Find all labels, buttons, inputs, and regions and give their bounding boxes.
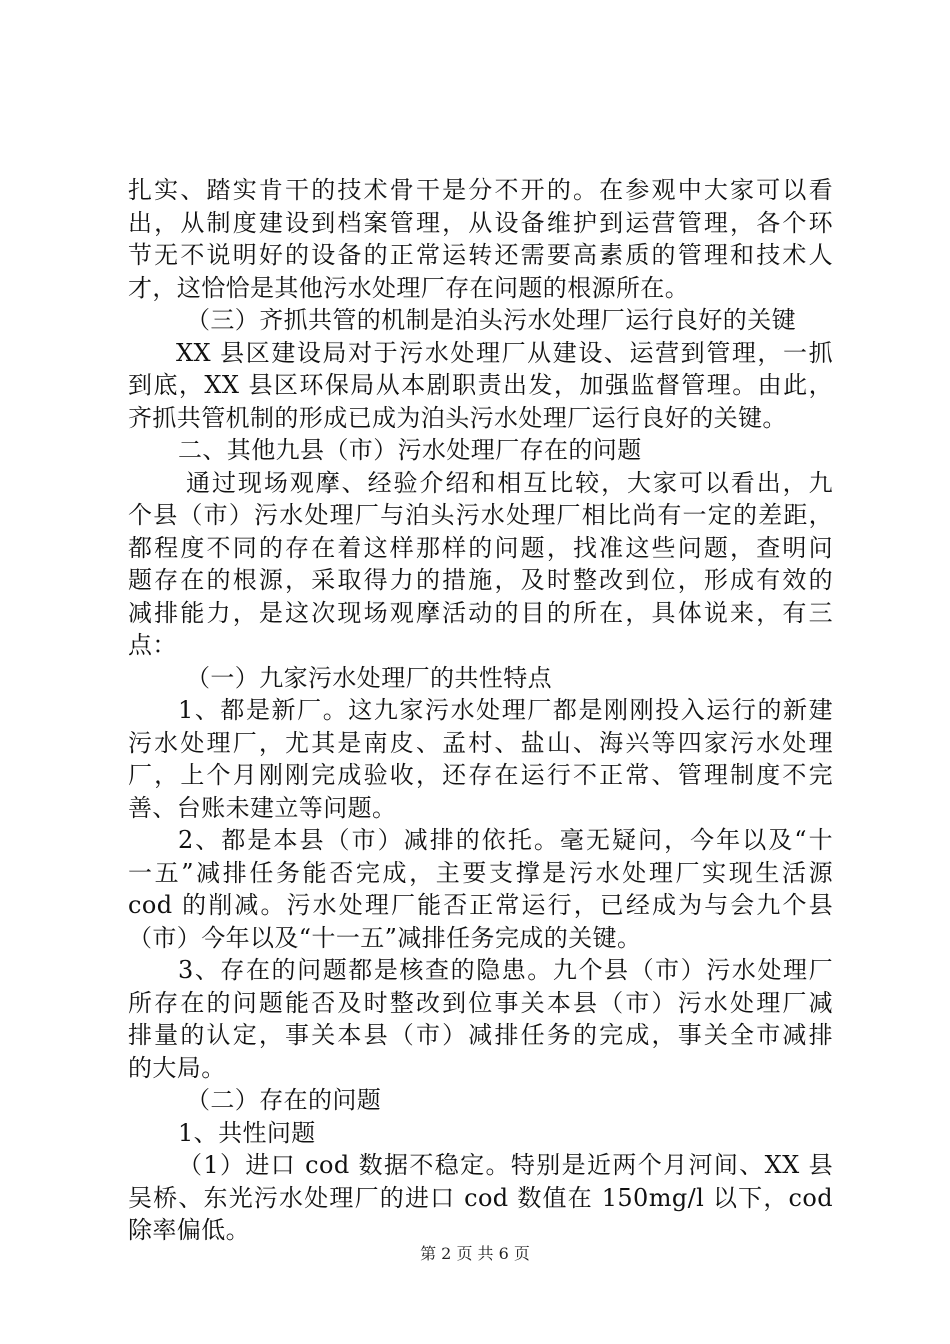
text-line: 善、台账未建立等问题。 [128,793,397,822]
text-line: 都程度不同的存在着这样那样的问题，找准这些问题，查明问 [128,533,833,562]
text-line: 除率偏低。 [128,1216,250,1244]
section-heading: （二）存在的问题 [186,1086,382,1114]
text-line: 的大局。 [128,1053,226,1082]
subsection-heading: 1、共性问题 [178,1118,316,1147]
text-line: XX 县区建设局对于污水处理厂从建设、运营到管理，一抓 [176,338,833,367]
text-line: 通过现场观摩、经验介绍和相互比较，大家可以看出，九 [186,468,833,497]
text-line: 个县（市）污水处理厂与泊头污水处理厂相比尚有一定的差距， [128,501,833,529]
text-line: 所存在的问题能否及时整改到位事关本县（市）污水处理厂减 [128,988,833,1017]
text-line: 一五”减排任务能否完成，主要支撑是污水处理厂实现生活源 [128,858,833,887]
text-line: 齐抓共管机制的形成已成为泊头污水处理厂运行良好的关键。 [128,403,787,432]
text-line: 1、都是新厂。这九家污水处理厂都是刚刚投入运行的新建 [178,696,833,724]
text-line: 节无不说明好的设备的正常运转还需要高素质的管理和技术人 [128,241,833,269]
text-line: （市）今年以及“十一五”减排任务完成的关键。 [128,923,642,952]
text-line: cod 的削减。污水处理厂能否正常运行，已经成为与会九个县 [128,891,833,919]
text-line: 出，从制度建设到档案管理，从设备维护到运营管理，各个环 [128,208,833,237]
text-line: 3、存在的问题都是核查的隐患。九个县（市）污水处理厂 [178,956,833,984]
text-line: 点： [128,631,177,659]
document-body [128,174,833,1247]
text-line: 厂，上个月刚刚完成验收，还存在运行不正常、管理制度不完 [128,761,833,789]
text-line: （1）进口 cod 数据不稳定。特别是近两个月河间、XX 县 [178,1151,833,1179]
page-footer: 第 2 页 共 6 页 [420,1244,530,1263]
text-line: 到底，XX 县区环保局从本剧职责出发，加强监督管理。由此， [128,371,833,399]
text-line: 污水处理厂，尤其是南皮、孟村、盐山、海兴等四家污水处理 [128,728,833,757]
text-line: 2、都是本县（市）减排的依托。毫无疑问，今年以及“十 [178,826,833,854]
text-line: 才，这恰恰是其他污水处理厂存在问题的根源所在。 [128,273,690,302]
text-line: 排量的认定，事关本县（市）减排任务的完成，事关全市减排 [128,1021,833,1049]
text-line: 扎实、踏实肯干的技术骨干是分不开的。在参观中大家可以看 [128,176,833,204]
section-heading: （一）九家污水处理厂的共性特点 [186,663,552,692]
text-line: 吴桥、东光污水处理厂的进口 cod 数值在 150mg/l 以下，cod [128,1183,833,1212]
text-line: 题存在的根源，采取得力的措施，及时整改到位，形成有效的 [128,566,833,594]
section-heading: 二、其他九县（市）污水处理厂存在的问题 [178,436,642,464]
section-heading: （三）齐抓共管的机制是泊头污水处理厂运行良好的关键 [186,306,796,334]
text-line: 减排能力，是这次现场观摩活动的目的所在，具体说来，有三 [128,598,833,627]
